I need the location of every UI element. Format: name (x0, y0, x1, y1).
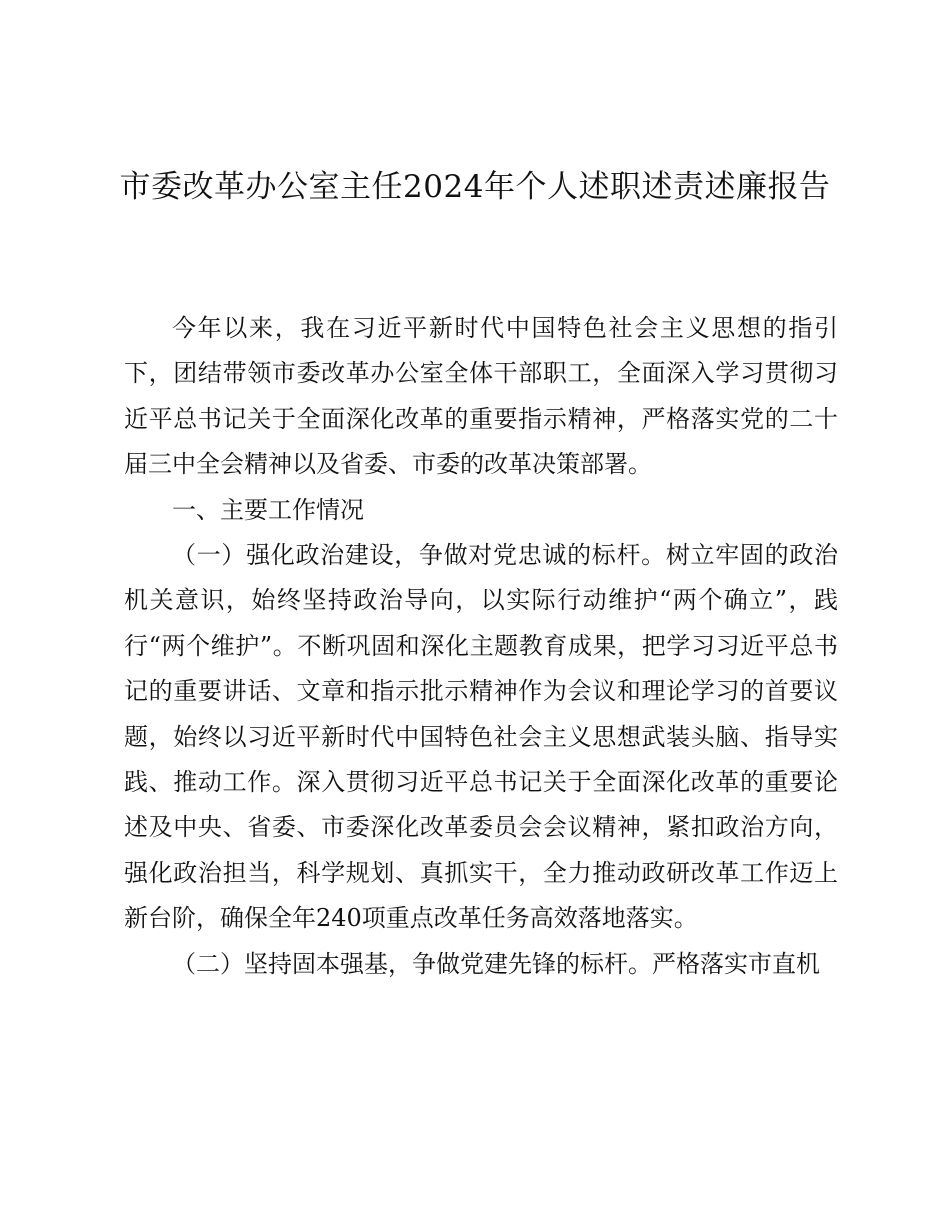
document-body (124, 306, 838, 987)
subsection-paragraph-2: （二）坚持固本强基，争做党建先锋的标杆。严格落实市直机 (172, 949, 820, 978)
section-heading: 一、主要工作情况 (172, 495, 364, 524)
intro-paragraph: 今年以来，我在习近平新时代中国特色社会主义思想的指引下，团结带领市委改革办公室全体干部职工，全面深入学习贯彻习近平总书记关于全面深化改革的重要指示精神，严格落实党的二十届三中全会精神以及省委、市委的改革决策部署。 (124, 314, 838, 479)
subsection-paragraph-1: （一）强化政治建设，争做对党忠诚的标杆。树立牢固的政治机关意识，始终坚持政治导向，以实际行动维护“两个确立”，践行“两个维护”。不断巩固和深化主题教育成果，把学习习近平总书记的重要讲话、文章和指示批示精神作为会议和理论学习的首要议题，始终以习近平新时代中国特色社会主义思想武装头脑、指导实践、推动工作。深入贯彻习近平总书记关于全面深化改革的重要论述及中央、省委、市委深化改革委员会会议精神，紧扣政治方向，强化政治担当，科学规划、真抓实干，全力推动政研改革工作迈上新台阶，确保全年240项重点改革任务高效落地落实。 (124, 541, 838, 933)
document-title: 市委改革办公室主任2024年个人述职述责述廉报告 (119, 169, 831, 205)
